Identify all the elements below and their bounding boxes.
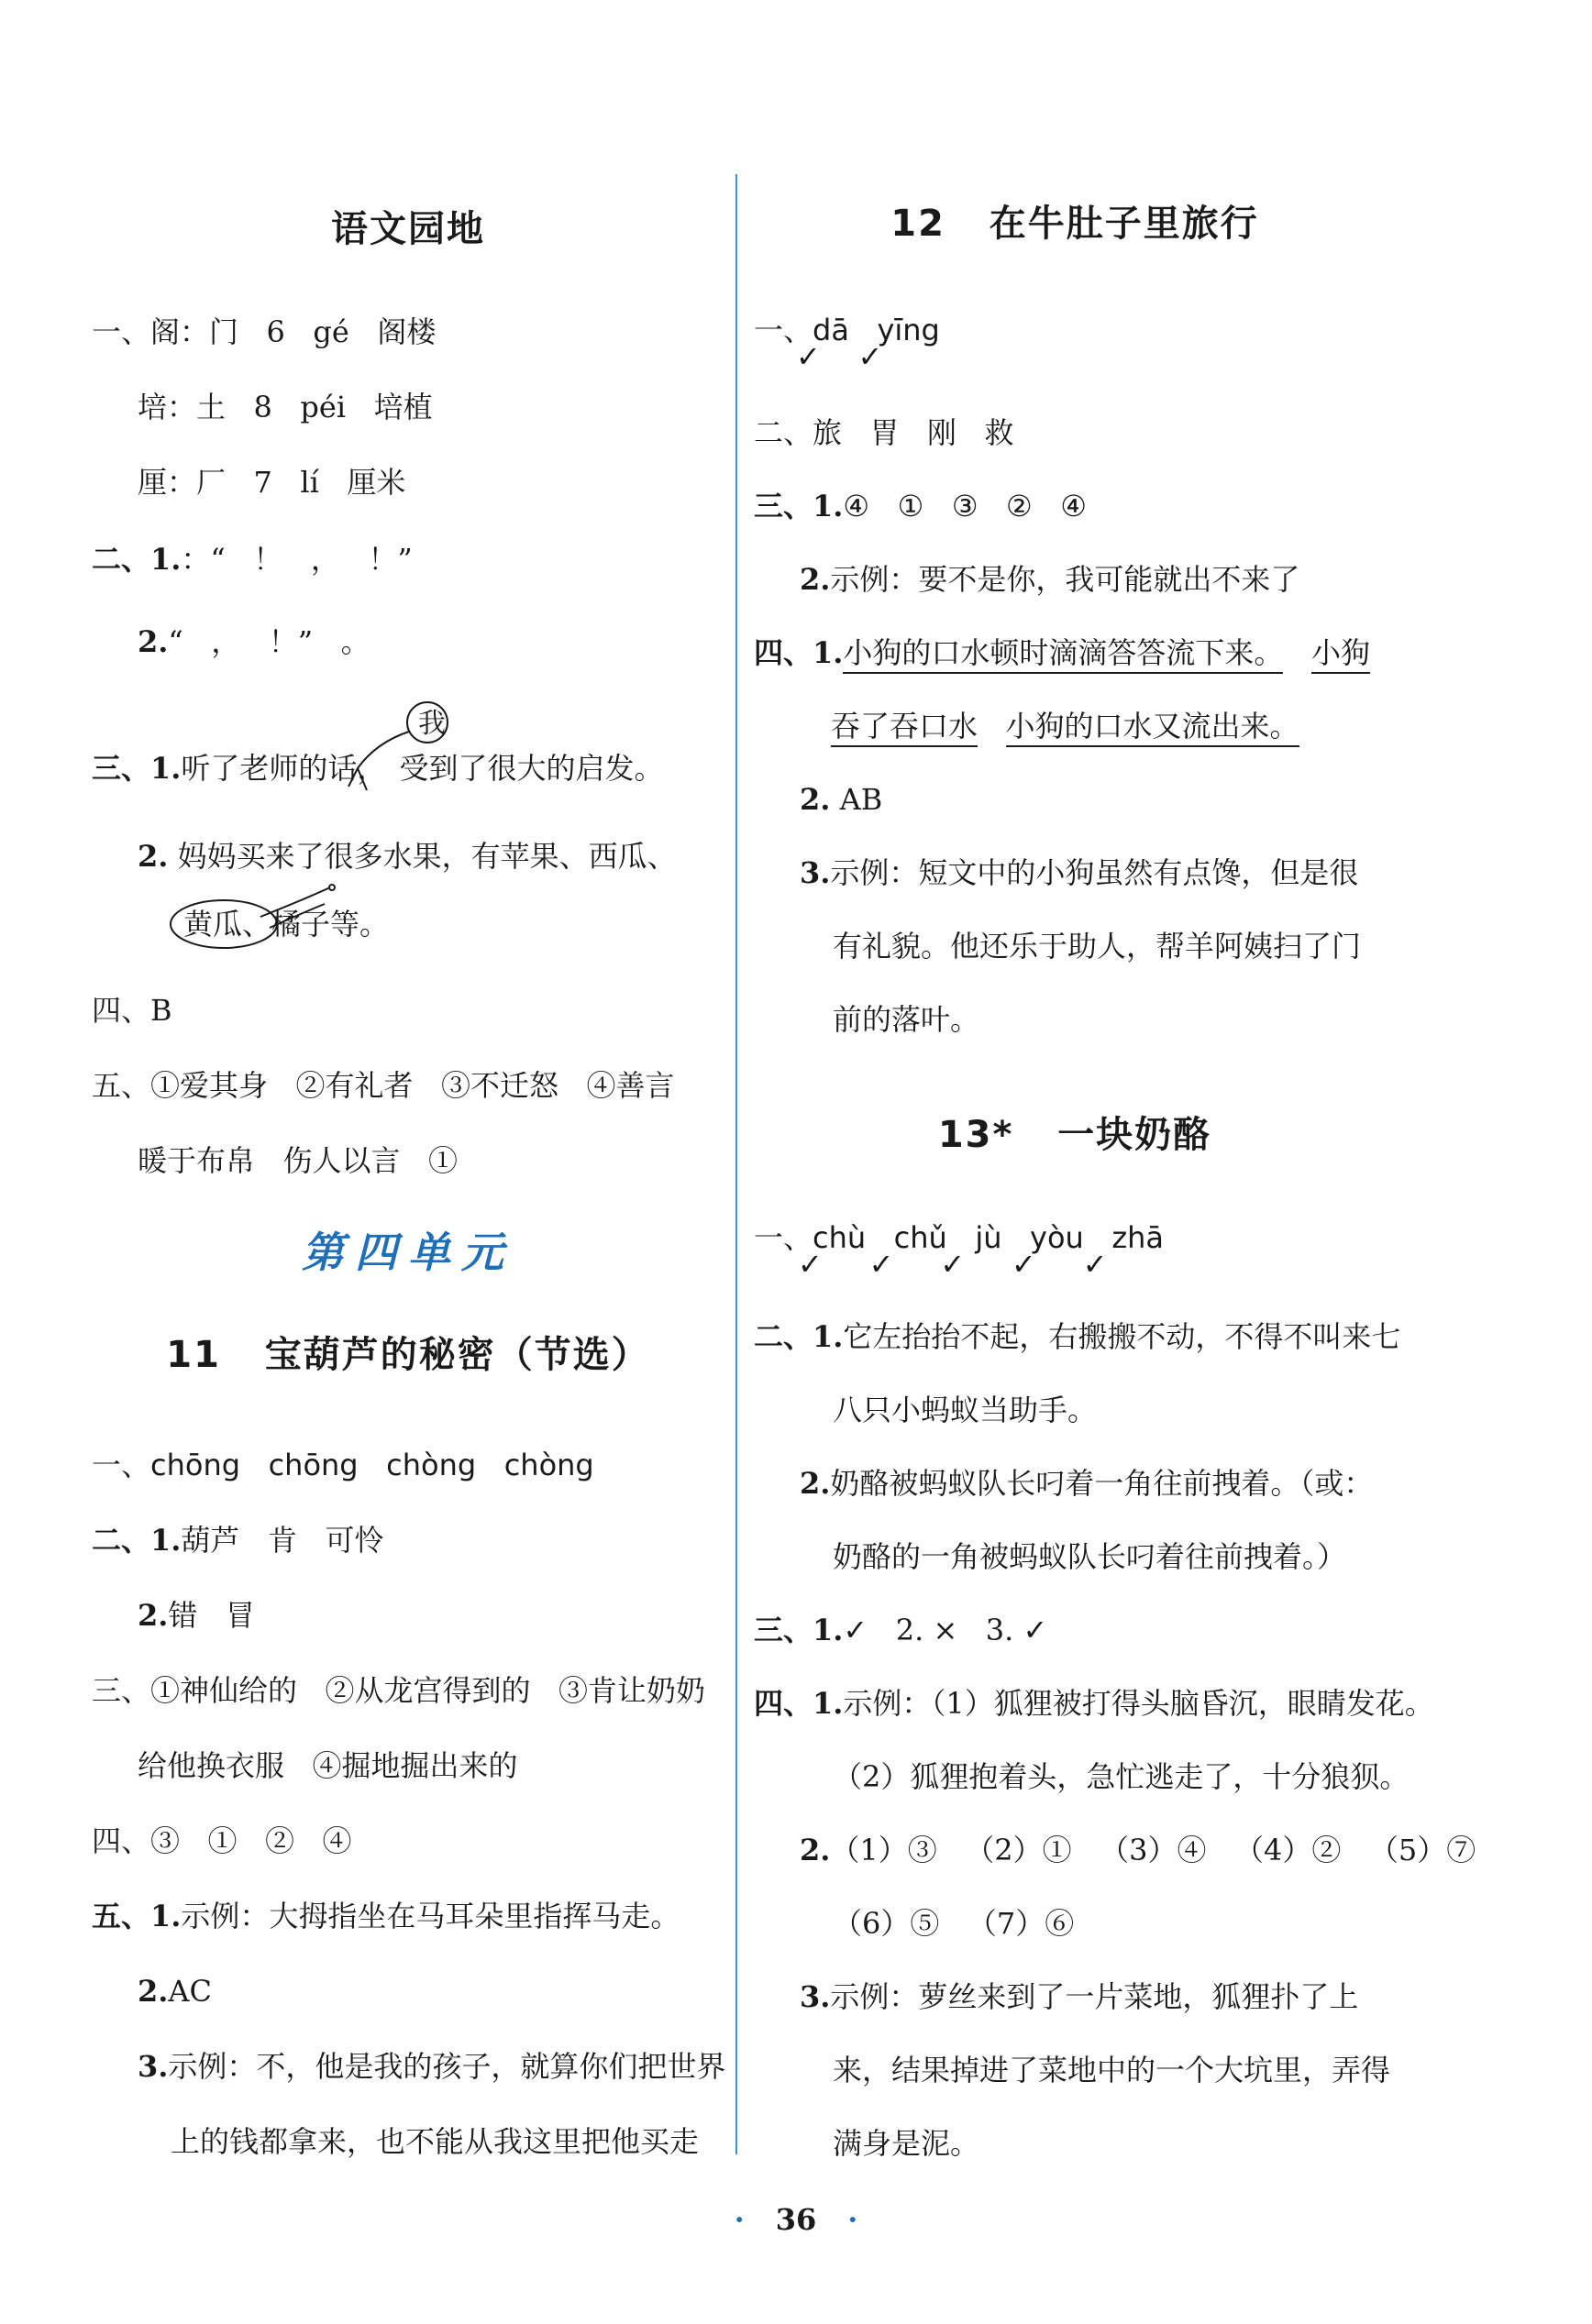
underlined-sentence: 吞了吞口水 [831, 709, 978, 747]
item-number: 2. [800, 562, 831, 597]
answer-line: 暖于布帛 伤人以言 ① [138, 1143, 459, 1178]
answer-line [138, 1973, 212, 2010]
section-title-yuwen-yuandi: 语文园地 [331, 208, 485, 250]
answer-line: 三、①神仙给的 ②从龙宫得到的 ③肯让奶奶 [92, 1673, 706, 1708]
item-number: 2. [138, 1974, 169, 2009]
lesson-number: 11 [166, 1334, 221, 1376]
answer-text: ④ ① ③ ② ④ [843, 489, 1087, 523]
answer-line: 上的钱都拿来，也不能从我这里把他买走 [171, 2124, 700, 2159]
punctuation-answer: “ ， ！” 。 [168, 624, 370, 659]
answer-line: 四、③ ① ② ④ [92, 1823, 352, 1858]
item-number: 二、1. [92, 542, 182, 577]
lesson-number: 12 [890, 203, 945, 245]
answer-line: 厘：厂 7 lí 厘米 [138, 465, 406, 500]
underlined-sentence: 小狗 [1311, 635, 1370, 674]
item-number: 2. [138, 839, 169, 874]
lesson-title [92, 1326, 724, 1378]
answer-line [92, 1522, 383, 1559]
answer-line: 一、dā yīng [754, 313, 940, 347]
sentence: 、橘子等。 [242, 907, 390, 942]
item-number: 二、1. [92, 1523, 182, 1558]
answer-line [754, 1612, 1047, 1648]
answer-text: 示例：（1）狐狸被打得头脑昏沉，眼睛发花。 [843, 1686, 1434, 1721]
footer-dot-right: · [847, 2202, 858, 2237]
page-footer [0, 2202, 1592, 2237]
answer-line [800, 561, 1299, 598]
underlined-sentence: 小狗的口水顿时滴滴答答流下来。 [843, 635, 1283, 674]
inserted-word: 我 [418, 708, 446, 740]
answer-line: 来，结果掉进了菜地中的一个大坑里，弄得 [833, 2053, 1391, 2087]
answer-line: 二、旅 胃 刚 救 [754, 415, 1014, 450]
lesson-title [754, 194, 1396, 247]
check-marks: ✓ ✓ ✓ ✓ ✓ [798, 1247, 1108, 1282]
answer-line: 一、阁：门 6 gé 阁楼 [92, 314, 437, 349]
circled-word: 黄瓜 [183, 907, 243, 942]
answer-line: 培：土 8 péi 培植 [138, 390, 433, 424]
column-divider [735, 174, 737, 2154]
item-number: 3. [138, 2049, 169, 2084]
item-number: 2. [800, 782, 831, 817]
answer-text: 示例：萝丝来到了一片菜地，狐狸扑了上 [830, 1979, 1359, 2014]
answer-line: 奶酪的一角被蚂蚁队长叼着往前拽着。） [833, 1539, 1347, 1574]
answer-line: 四、B [92, 993, 172, 1028]
sentence: 妈妈买来了很多水果，有苹果、西瓜、 [177, 839, 677, 874]
answer-text: 示例：不，他是我的孩子，就算你们把世界 [168, 2049, 726, 2084]
answer-line [800, 1978, 1358, 2015]
answer-line [754, 1685, 1434, 1722]
answer-text: （1）③ （2）① （3）④ （4）② （5）⑦ [830, 1833, 1476, 1867]
answer-line: （2）狐狸抱着头，急忙逃走了，十分狼狈。 [833, 1759, 1410, 1794]
lesson-name: 在牛肚子里旅行 [989, 203, 1259, 245]
answer-line: 五、①爱其身 ②有礼者 ③不迁怒 ④善言 [92, 1068, 675, 1103]
answer-line [92, 541, 413, 578]
answer-line: 八只小蚂蚁当助手。 [833, 1393, 1098, 1427]
sentence-part: 受到了很大的启发。 [399, 751, 664, 786]
answer-text: 它左抬抬不起，右搬搬不动，不得不叫来七 [843, 1319, 1401, 1354]
underlined-sentence: 小狗的口水又流出来。 [1006, 709, 1299, 747]
punctuation-answer: ：“ ！ ， ！” [181, 542, 413, 577]
lesson-name: 宝葫芦的秘密（节选） [264, 1334, 650, 1376]
answer-line [138, 623, 370, 660]
insertion-mark-icon [339, 695, 468, 796]
answer-line [754, 488, 1087, 524]
answer-text: 错 冒 [168, 1598, 255, 1633]
item-number: 2. [138, 1598, 169, 1633]
lesson-name: 一块奶酪 [1057, 1114, 1212, 1156]
item-number: 3. [800, 1979, 831, 2014]
footer-dot-left: · [734, 2202, 745, 2237]
answer-line: 给他换衣服 ④掘地掘出来的 [138, 1748, 518, 1783]
circle-mark-icon [169, 880, 389, 953]
item-number: 三、1. [754, 1613, 844, 1647]
answer-line [92, 1898, 680, 1934]
answer-line [138, 2048, 725, 2085]
sentence-part: 听了老师的话， [181, 751, 387, 786]
item-number: 三、1. [92, 751, 182, 786]
answer-line: 一、chōng chōng chòng chòng [92, 1448, 594, 1482]
item-number: 2. [800, 1466, 831, 1501]
item-number: 3. [800, 855, 831, 890]
item-number: 2. [138, 624, 169, 659]
check-marks: ✓ ✓ [796, 339, 883, 374]
unit-title: 第四单元 [302, 1228, 514, 1277]
answer-text: AC [168, 1974, 212, 2009]
item-number: 四、1. [754, 1686, 844, 1721]
answer-line: （6）⑤ （7）⑥ [833, 1906, 1075, 1941]
answer-text: 奶酪被蚂蚁队长叼着一角往前拽着。（或： [830, 1466, 1374, 1501]
lesson-title [754, 1106, 1396, 1158]
answer-line [800, 854, 1358, 891]
item-number: 三、1. [754, 489, 844, 523]
answer-text: 示例：短文中的小狗虽然有点馋，但是很 [830, 855, 1359, 890]
answer-line [138, 838, 677, 875]
answer-text: 示例：大拇指坐在马耳朵里指挥马走。 [181, 1899, 680, 1933]
item-number: 2. [800, 1833, 831, 1867]
answer-text: 示例：要不是你，我可能就出不来了 [830, 562, 1300, 597]
answer-line: 有礼貌。他还乐于助人，帮羊阿姨扫了门 [833, 929, 1362, 964]
answer-text: AB [839, 782, 883, 817]
answer-line [800, 781, 882, 818]
answer-line: 一、chù chǔ jù yòu zhā [754, 1220, 1165, 1255]
answer-line [754, 634, 1370, 671]
item-number: 二、1. [754, 1319, 844, 1354]
answer-line [831, 708, 1299, 744]
answer-text: ✓ 2. × 3. ✓ [843, 1613, 1048, 1647]
page-number: 36 [775, 2202, 817, 2237]
answer-line [138, 1597, 255, 1634]
answer-text: 葫芦 肯 可怜 [181, 1523, 384, 1558]
answer-line: 前的落叶。 [833, 1002, 980, 1037]
answer-line [754, 1318, 1400, 1355]
answer-line [800, 1465, 1373, 1502]
item-number: 四、1. [754, 635, 844, 670]
answer-line: 满身是泥。 [833, 2126, 980, 2161]
lesson-number: 13* [937, 1114, 1014, 1156]
answer-line [800, 1832, 1476, 1868]
item-number: 五、1. [92, 1899, 182, 1933]
